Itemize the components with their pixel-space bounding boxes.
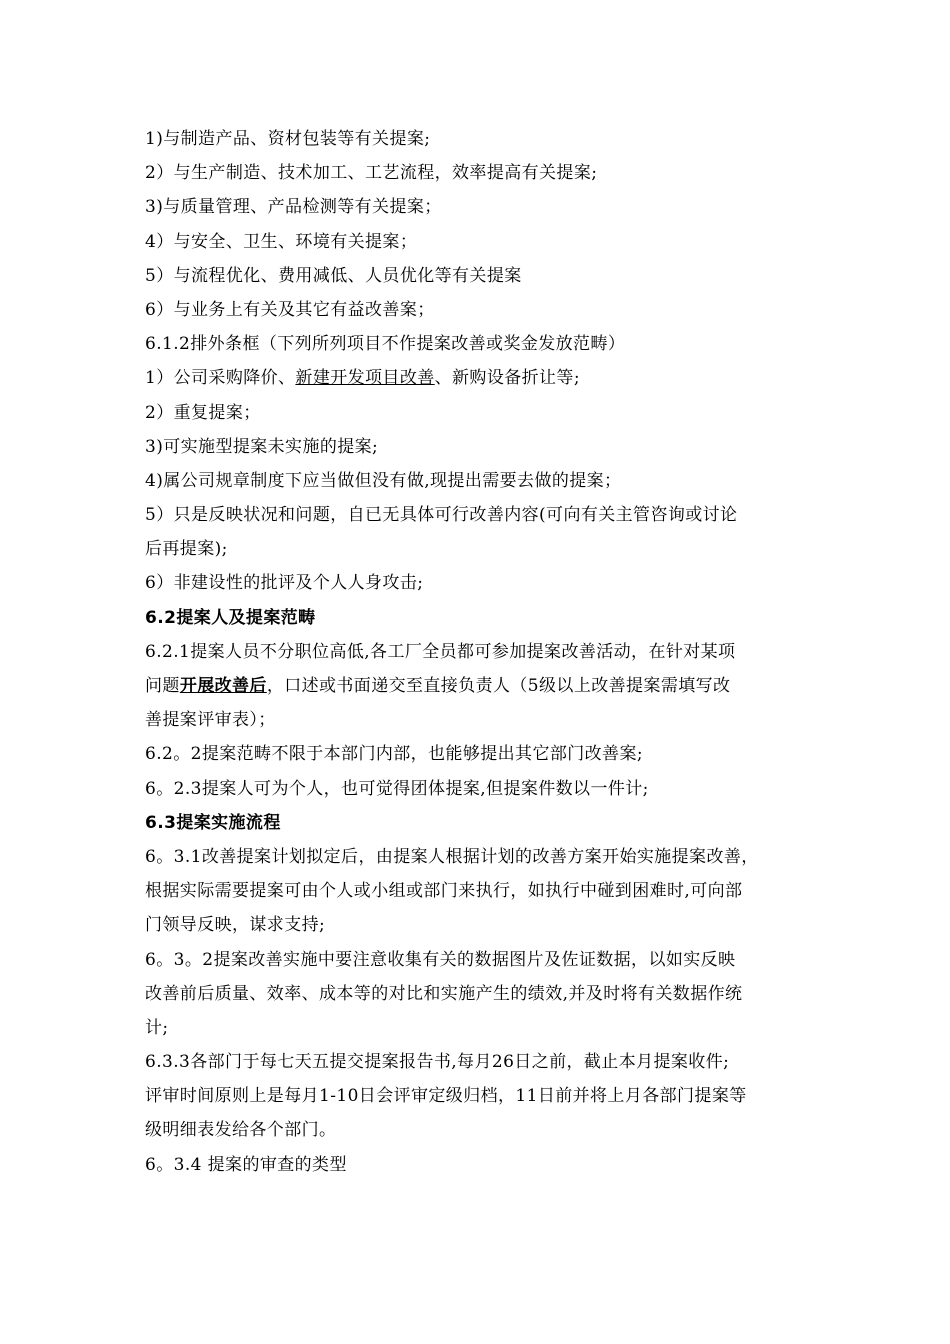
- exclusion-item-4: 4)属公司规章制度下应当做但没有做,现提出需要去做的提案；: [145, 470, 622, 491]
- list-item-3: 3)与质量管理、产品检测等有关提案；: [145, 197, 442, 218]
- paragraph-6-3-3-line2: 评审时间原则上是每月1-10日会评审定级归档，11日前并将上月各部门提案等: [145, 1086, 747, 1107]
- section-6-3-heading: 6.3提案实施流程: [145, 812, 281, 833]
- list-item-1: 1)与制造产品、资材包装等有关提案;: [145, 129, 431, 149]
- paragraph-6-2-1-line2-pre: 问题: [145, 676, 180, 696]
- paragraph-6-3-1: 6。3.1改善提案计划拟定后，由提案人根据计划的改善方案开始实施提案改善，: [145, 846, 759, 867]
- paragraph-6-3-4: 6。3.4 提案的审查的类型: [145, 1154, 347, 1175]
- exclusion-item-2: 2）重复提案；: [145, 402, 261, 423]
- paragraph-6-2-1: 6.2.1提案人员不分职位高低,各工厂全员都可参加提案改善活动，在针对某项: [145, 641, 736, 662]
- section-6-2-heading: 6.2提案人及提案范畴: [145, 607, 316, 628]
- list-item-2: 2）与生产制造、技术加工、工艺流程，效率提高有关提案;: [145, 163, 598, 184]
- list-item-5: 5）与流程优化、费用减低、人员优化等有关提案: [145, 265, 522, 286]
- list-item-6: 6）与业务上有关及其它有益改善案；: [145, 299, 435, 320]
- section-6-1-2-title: 6.1.2排外条框（下列所列项目不作提案改善或奖金发放范畴）: [145, 334, 626, 355]
- paragraph-6-2-1-underlined: 开展改善后: [179, 676, 267, 696]
- paragraph-6-3-2: 6。3。2提案改善实施中要注意收集有关的数据图片及佐证数据，以如实反映: [145, 949, 736, 970]
- paragraph-6-3-1-line3: 门领导反映，谋求支持;: [145, 915, 326, 936]
- paragraph-6-3-2-line3: 计;: [145, 1017, 169, 1038]
- exclusion-item-6: 6）非建设性的批评及个人人身攻击;: [145, 573, 424, 594]
- paragraph-6-2-1-line2: [145, 669, 825, 703]
- paragraph-6-3-3-line3: 级明细表发给各个部门。: [145, 1120, 337, 1141]
- paragraph-6-3-2-line2: 改善前后质量、效率、成本等的对比和实施产生的绩效,并及时将有关数据作统: [145, 983, 743, 1004]
- paragraph-6-3-3: 6.3.3各部门于每七天五提交提案报告书,每月26日之前，截止本月提案收件;: [145, 1052, 730, 1073]
- list-item-4: 4）与安全、卫生、环境有关提案；: [145, 231, 418, 252]
- exclusion-item-1-underlined: 新建开发项目改善: [295, 368, 435, 389]
- exclusion-item-5-cont: 后再提案);: [145, 539, 228, 560]
- paragraph-6-3-1-line2: 根据实际需要提案可由个人或小组或部门来执行，如执行中碰到困难时,可向部: [145, 881, 743, 902]
- exclusion-item-5: 5）只是反映状况和问题，自已无具体可行改善内容(可向有关主管咨询或讨论: [145, 505, 738, 526]
- exclusion-item-1: [145, 361, 825, 395]
- paragraph-6-2-1-line3: 善提案评审表）；: [145, 710, 276, 731]
- paragraph-6-2-3: 6。2.3提案人可为个人，也可觉得团体提案,但提案件数以一件计;: [145, 778, 649, 799]
- document-body: [145, 122, 825, 1182]
- paragraph-6-2-1-line2-post: ，口述或书面递交至直接负责人（5级以上改善提案需填写改: [266, 676, 731, 696]
- paragraph-6-2-2: 6.2。2提案范畴不限于本部门内部，也能够提出其它部门改善案;: [145, 744, 643, 765]
- exclusion-item-1-pre: 1）公司采购降价、: [145, 368, 296, 389]
- exclusion-item-3: 3)可实施型提案未实施的提案;: [145, 436, 379, 457]
- exclusion-item-1-post: 、新购设备折让等;: [434, 368, 580, 389]
